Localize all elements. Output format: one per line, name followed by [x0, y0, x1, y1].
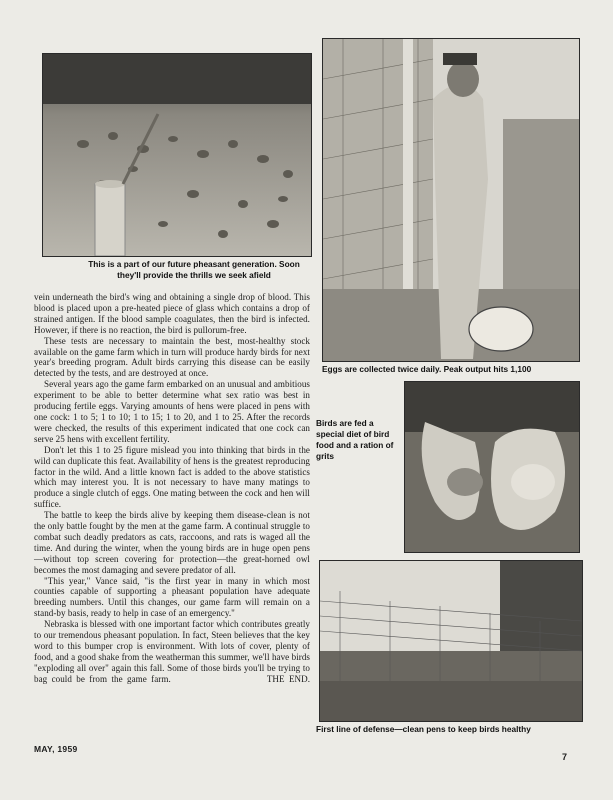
- eggs-caption: Eggs are collected twice daily. Peak output hits 1,100: [322, 364, 532, 374]
- chicks-photo: [42, 53, 312, 257]
- pens-caption: First line of defense—clean pens to keep birds healthy: [316, 724, 531, 734]
- article-paragraph: vein underneath the bird's wing and obtaining a single drop of blood. This blood is placed upon a pre-heated piece of glass which contains a drop of strained antigen. If the blood sample coagulates, then the bird is infected. However, if there is no reaction, the bird is pullorum-free.: [34, 292, 310, 335]
- the-end-marker: THE END.: [266, 673, 311, 684]
- article-final-text: Nebraska is blessed with one important factor which contributes greatly to our tremendous pheasant population. In fact, Steen believes that the key word to this bumper crop is environment. With lots of cover, plenty of food, and a good shake from the weatherman this summer, we'll have birds "exploding all over" again this fall. Some of those birds you'll be trying to bag could be from the game farm.: [34, 619, 310, 684]
- feed-caption: Birds are fed a special diet of bird food and a ration of grits: [316, 418, 394, 461]
- egg-collector-photo: [322, 38, 580, 362]
- page-number: 7: [562, 752, 568, 762]
- article-body: [34, 292, 310, 685]
- article-paragraph-last: [34, 619, 310, 684]
- article-paragraph: Don't let this 1 to 25 figure mislead you into thinking that birds in the wild can duplicate this feat. Availability of hens is the greatest reproducing factor in the wild. And a little known fact is added to the above statistics which may interest you. It is not necessary to have many matings to produce a single clutch of eggs. One mating between the cock and hen will suffice.: [34, 444, 310, 510]
- article-paragraph: Several years ago the game farm embarked on an unusual and ambitious experiment to be able to better determine what sex ratio was best in producing fertile eggs. Varying amounts of hens were placed in pens with one cock: 1 to 5; 1 to 10; 1 to 15; 1 to 20, and 1 to 25. After the records were checked, the results of this experiment indicated that one cock can serve 25 hens with excellent fertility.: [34, 379, 310, 444]
- feed-photo: [404, 381, 580, 553]
- issue-date: MAY, 1959: [34, 744, 78, 754]
- article-paragraph: "This year," Vance said, "is the first year in many in which most counties capable of supporting a pheasant population have adequate breeding numbers. Until this changes, our game farm will remain on a stand-by basis, ready to help in case of an emergency.": [34, 575, 310, 619]
- pens-photo: [319, 560, 583, 722]
- article-paragraph: The battle to keep the birds alive by keeping them disease-clean is not the only battle fought by the men at the game farm. A continual struggle to combat such deadly predators as cats, raccoons, and rats is waged all the time. And during the winter, when the young birds are in huge open pens—without top screen covering for protection—the great-horned owl becomes the most damaging and severe predator of all.: [34, 510, 310, 575]
- article-paragraph: These tests are necessary to maintain the best, most-healthy stock available on the game farm which in turn will produce hardy birds for next year's breeding program. Adult birds carrying this disease can be easily detected by the tests, and are destroyed at once.: [34, 335, 310, 379]
- chicks-caption: This is a part of our future pheasant generation. Soon they'll provide the thrills we seek afield: [88, 259, 300, 280]
